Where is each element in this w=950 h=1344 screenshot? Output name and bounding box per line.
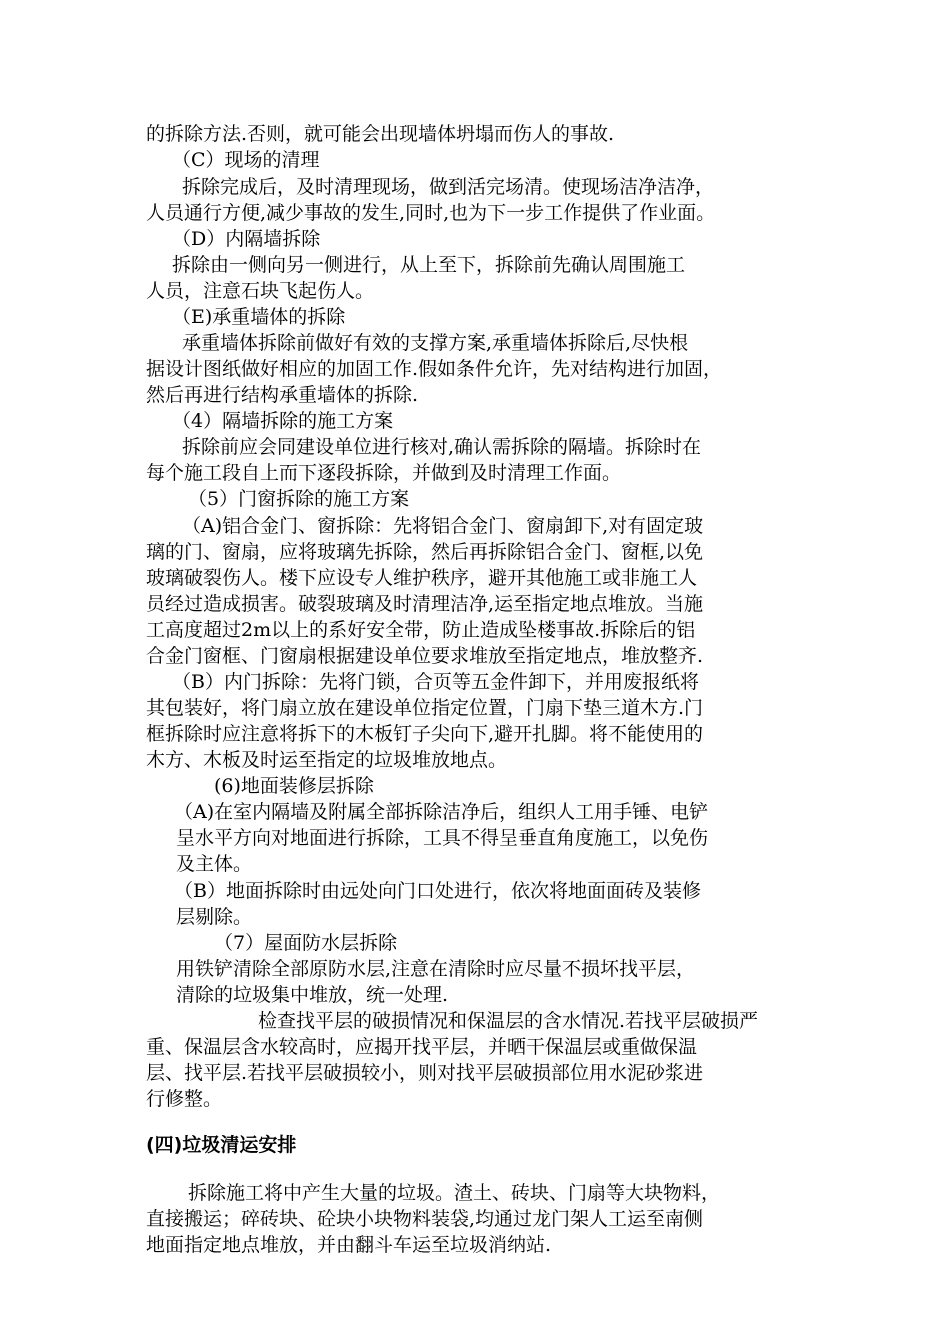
section-heading-c: （C）现场的清理	[172, 149, 320, 171]
text-line: 拆除施工将中产生大量的垃圾。渣土、砖块、门扇等大块物料，	[188, 1182, 721, 1204]
text-line: 承重墙体拆除前做好有效的支撑方案,承重墙体拆除后,尽快根	[182, 332, 689, 354]
text-line: 然后再进行结构承重墙体的拆除.	[146, 384, 419, 406]
text-line: 层、找平层.若找平层破损较小，则对找平层破损部位用水泥砂浆进	[146, 1062, 704, 1084]
text-line: 行修整。	[146, 1088, 223, 1110]
text-line: 及主体。	[176, 853, 253, 875]
section-heading-d: （D）内隔墙拆除	[172, 228, 321, 250]
text-line: 合金门窗框、门窗扇根据建设单位要求堆放至指定地点，堆放整齐.	[146, 645, 704, 667]
text-line: 拆除前应会同建设单位进行核对,确认需拆除的隔墙。拆除时在	[182, 436, 702, 458]
text-line: 直接搬运；碎砖块、砼块小块物料装袋,均通过龙门架人工运至南侧	[146, 1208, 704, 1230]
section-title-4: (四)垃圾清运安排	[146, 1134, 297, 1156]
text-line: 木方、木板及时运至指定的垃圾堆放地点。	[146, 749, 508, 771]
text-line: 人员，注意石块飞起伤人。	[146, 280, 375, 302]
text-line: （B）地面拆除时由远处向门口处进行，依次将地面面砖及装修	[174, 880, 701, 902]
text-line: 检查找平层的破损情况和保温层的含水情况.若找平层破损严	[258, 1010, 759, 1032]
text-line: 层剔除。	[176, 906, 253, 928]
text-line: 用铁铲清除全部原防水层,注意在清除时应尽量不损坏找平层，	[176, 958, 696, 980]
text-line: 每个施工段自上而下逐段拆除，并做到及时清理工作面。	[146, 462, 622, 484]
text-line: 地面指定地点堆放，并由翻斗车运至垃圾消纳站.	[146, 1234, 552, 1256]
text-line: 璃的门、窗扇，应将玻璃先拆除，然后再拆除铝合金门、窗框,以免	[146, 541, 704, 563]
text-line: 拆除完成后，及时清理现场，做到活完场清。使现场洁净洁净，	[182, 176, 715, 198]
text-line: 据设计图纸做好相应的加固工作.假如条件允许，先对结构进行加固，	[146, 358, 723, 380]
text-line: 框拆除时应注意将拆下的木板钉子尖向下,避开扎脚。将不能使用的	[146, 723, 704, 745]
section-heading-4: （4）隔墙拆除的施工方案	[172, 410, 394, 432]
text-line: （B）内门拆除：先将门锁，合页等五金件卸下，并用废报纸将	[172, 671, 699, 693]
section-heading-6: (6)地面装修层拆除	[214, 775, 374, 797]
text-line: 玻璃破裂伤人。楼下应设专人维护秩序，避开其他施工或非施工人	[146, 567, 698, 589]
text-line: （A)在室内隔墙及附属全部拆除洁净后，组织人工用手锤、电铲	[174, 801, 709, 823]
text-line: （A)铝合金门、窗拆除：先将铝合金门、窗扇卸下,对有固定玻	[182, 515, 704, 537]
section-heading-7: （7）屋面防水层拆除	[214, 932, 398, 954]
text-line: 人员通行方便,减少事故的发生,同时,也为下一步工作提供了作业面。	[146, 202, 716, 224]
text-line: 重、保温层含水较高时，应揭开找平层，并晒干保温层或重做保温	[146, 1036, 698, 1058]
section-heading-5: （5）门窗拆除的施工方案	[188, 488, 410, 510]
text-line: 其包装好，将门扇立放在建设单位指定位置，门扇下垫三道木方.门	[146, 697, 704, 719]
text-line: 拆除由一侧向另一侧进行，从上至下，拆除前先确认周围施工	[172, 254, 686, 276]
text-line: 呈水平方向对地面进行拆除，工具不得呈垂直角度施工，以免伤	[176, 827, 709, 849]
text-line: 工高度超过2m以上的系好安全带，防止造成坠楼事故.拆除后的铝	[146, 619, 696, 641]
text-line: 员经过造成损害。破裂玻璃及时清理洁净,运至指定地点堆放。当施	[146, 593, 704, 615]
text-line: 的拆除方法.否则，就可能会出现墙体坍塌而伤人的事故.	[146, 123, 615, 145]
section-heading-e: （E)承重墙体的拆除	[172, 306, 346, 328]
text-line: 清除的垃圾集中堆放，统一处理.	[176, 984, 449, 1006]
